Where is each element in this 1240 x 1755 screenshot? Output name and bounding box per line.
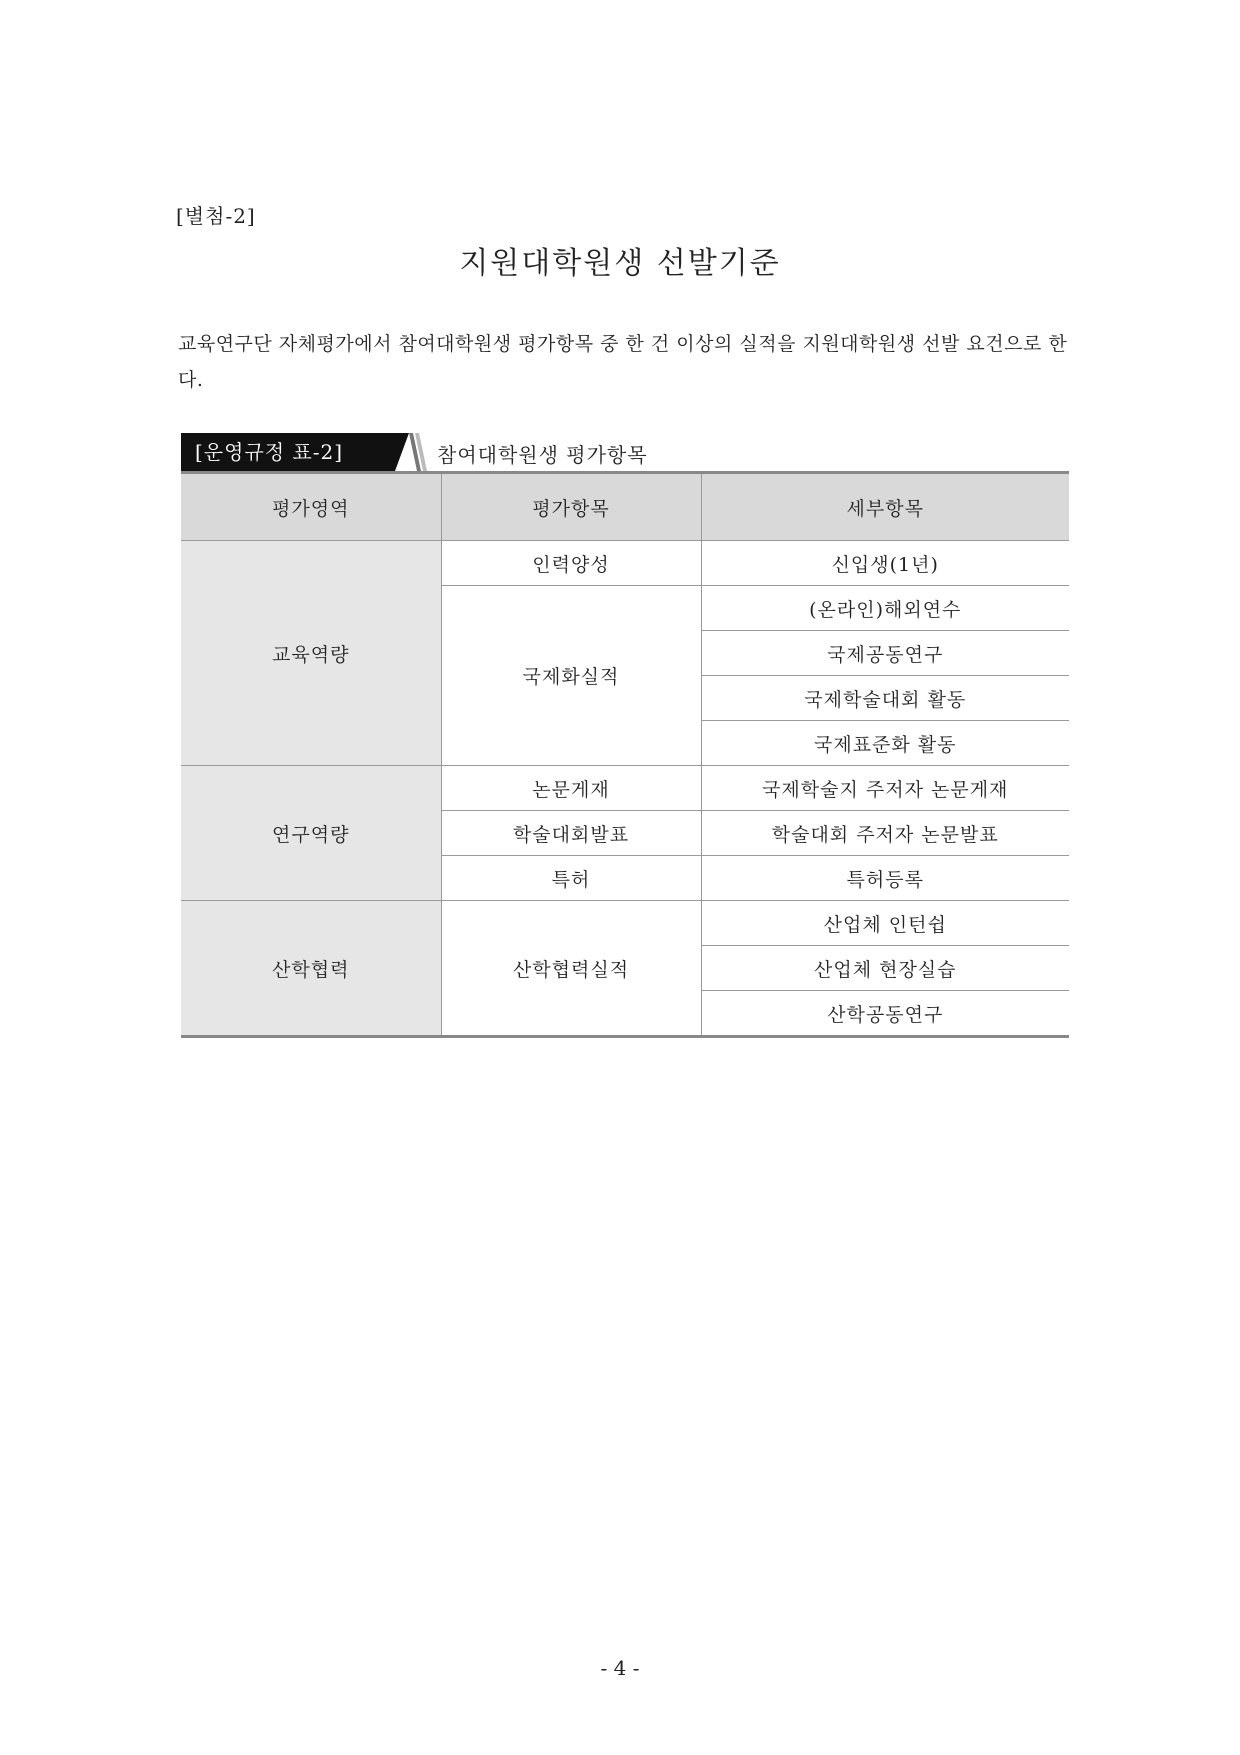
item-cell: 학술대회발표 xyxy=(441,811,701,856)
attachment-label: [별첨-2] xyxy=(176,204,256,228)
header-item: 평가항목 xyxy=(441,473,701,541)
table-row xyxy=(181,541,1069,586)
detail-cell: 산업체 현장실습 xyxy=(701,946,1069,991)
evaluation-table xyxy=(181,471,1069,1038)
table-row xyxy=(181,766,1069,811)
detail-cell: 산업체 인턴쉽 xyxy=(701,901,1069,946)
page-number: - 4 - xyxy=(600,1656,640,1680)
detail-cell: 국제학술대회 활동 xyxy=(701,676,1069,721)
page-title: 지원대학원생 선발기준 xyxy=(459,246,781,281)
detail-cell: 국제공동연구 xyxy=(701,631,1069,676)
detail-cell: 국제학술지 주저자 논문게재 xyxy=(701,766,1069,811)
item-cell: 국제화실적 xyxy=(441,586,701,766)
detail-cell: 산학공동연구 xyxy=(701,991,1069,1037)
table-label-slant xyxy=(395,433,409,471)
table-header-bar xyxy=(181,433,1069,471)
item-cell: 인력양성 xyxy=(441,541,701,586)
table-row xyxy=(181,901,1069,946)
area-cell: 교육역량 xyxy=(181,541,441,766)
table-caption: 참여대학원생 평가항목 xyxy=(437,443,648,467)
decorative-stripes-icon xyxy=(409,433,429,471)
area-cell: 산학협력 xyxy=(181,901,441,1037)
header-detail: 세부항목 xyxy=(701,473,1069,541)
item-cell: 특허 xyxy=(441,856,701,901)
table-header-row xyxy=(181,473,1069,541)
table-label: [운영규정 표-2] xyxy=(181,433,395,471)
item-cell: 논문게재 xyxy=(441,766,701,811)
area-cell: 연구역량 xyxy=(181,766,441,901)
intro-paragraph: 교육연구단 자체평가에서 참여대학원생 평가항목 중 한 건 이상의 실적을 지원대학원생 선발 요건으로 한다. xyxy=(178,333,1068,391)
header-area: 평가영역 xyxy=(181,473,441,541)
detail-cell: 신입생(1년) xyxy=(701,541,1069,586)
detail-cell: 학술대회 주저자 논문발표 xyxy=(701,811,1069,856)
detail-cell: 국제표준화 활동 xyxy=(701,721,1069,766)
detail-cell: (온라인)해외연수 xyxy=(701,586,1069,631)
item-cell: 산학협력실적 xyxy=(441,901,701,1037)
detail-cell: 특허등록 xyxy=(701,856,1069,901)
